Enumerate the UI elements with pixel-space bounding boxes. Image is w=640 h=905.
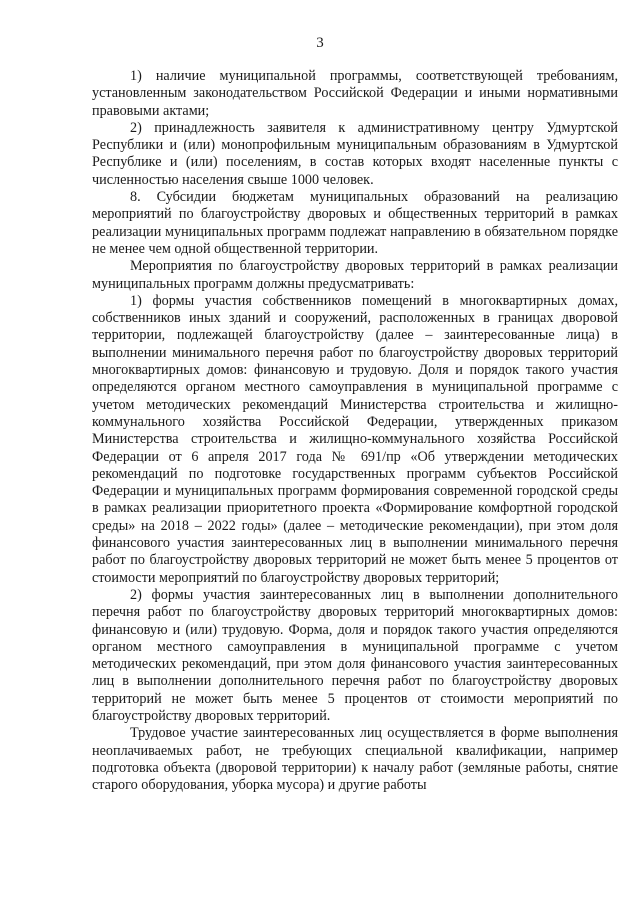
paragraph-program-requirement: 1) наличие муниципальной программы, соответствующей требованиям, установленным законодательством Российской Федерации и иными нормативными правовыми актами; xyxy=(92,68,618,119)
paragraph-minimum-list-participation: 1) формы участия собственников помещений в многоквартирных домах, собственников иных зданий и сооружений, расположенных в границах дворовой территории, подлежащей благоустройству (далее – заинтересованные лица) в выполнении минимального перечня работ по благоустройству дворовых территорий многоквартирных домов: финансовую и трудовую. Доля и порядок такого участия определяются органом местного самоуправления в муниципальной программе с учетом методических рекомендаций Министерства строительства и жилищно-коммунального хозяйства Российской Федерации, утвержденных приказом Министерства строительства и жилищно-коммунального хозяйства Российской Федерации от 6 апреля 2017 года № 691/пр «Об утверждении методических рекомендаций по подготовке государственных программ субъектов Российской Федерации и муниципальных программ формирования современной городской среды в рамках реализации приоритетного проекта «Формирование комфортной городской среды» на 2018 – 2022 годы» (далее – методические рекомендации), при этом доля финансового участия заинтересованных лиц в выполнении минимального перечня работ по благоустройству дворовых территорий не может быть менее 5 процентов от стоимости мероприятий по благоустройству дворовых территорий; xyxy=(92,292,618,586)
paragraph-measures-intro: Мероприятия по благоустройству дворовых территорий в рамках реализации муниципальных программ должны предусматривать: xyxy=(92,258,618,292)
paragraph-labor-participation: Трудовое участие заинтересованных лиц осуществляется в форме выполнения неоплачиваемых работ, не требующих специальной квалификации, например подготовка объекта (дворовой территории) к началу работ (земляные работы, снятие старого оборудования, уборка мусора) и другие работы xyxy=(92,725,618,794)
paragraph-item-8-subsidies: 8. Субсидии бюджетам муниципальных образований на реализацию мероприятий по благоустройству дворовых и общественных территорий в рамках реализации муниципальных программ подлежат направлению в обязательном порядке не менее чем одной общественной территории. xyxy=(92,189,618,257)
document-body xyxy=(92,68,618,794)
page-number: 3 xyxy=(316,35,324,51)
paragraph-additional-list-participation: 2) формы участия заинтересованных лиц в выполнении дополнительного перечня работ по благоустройству дворовых территорий многоквартирных домов: финансовую и (или) трудовую. Форма, доля и порядок такого участия определяются органом местного самоуправления в муниципальной программе с учетом методических рекомендаций, при этом доля финансового участия заинтересованных лиц в выполнении дополнительного перечня работ по благоустройству дворовых территорий не может быть менее 5 процентов от стоимости мероприятий по благоустройству дворовых территорий. xyxy=(92,586,618,724)
paragraph-applicant-affiliation: 2) принадлежность заявителя к административному центру Удмуртской Республики и (или) монопрофильным муниципальным образованиям в Удмуртской Республике и (или) поселениям, в состав которых входят населенные пункты с численностью населения свыше 1000 человек. xyxy=(92,119,618,188)
